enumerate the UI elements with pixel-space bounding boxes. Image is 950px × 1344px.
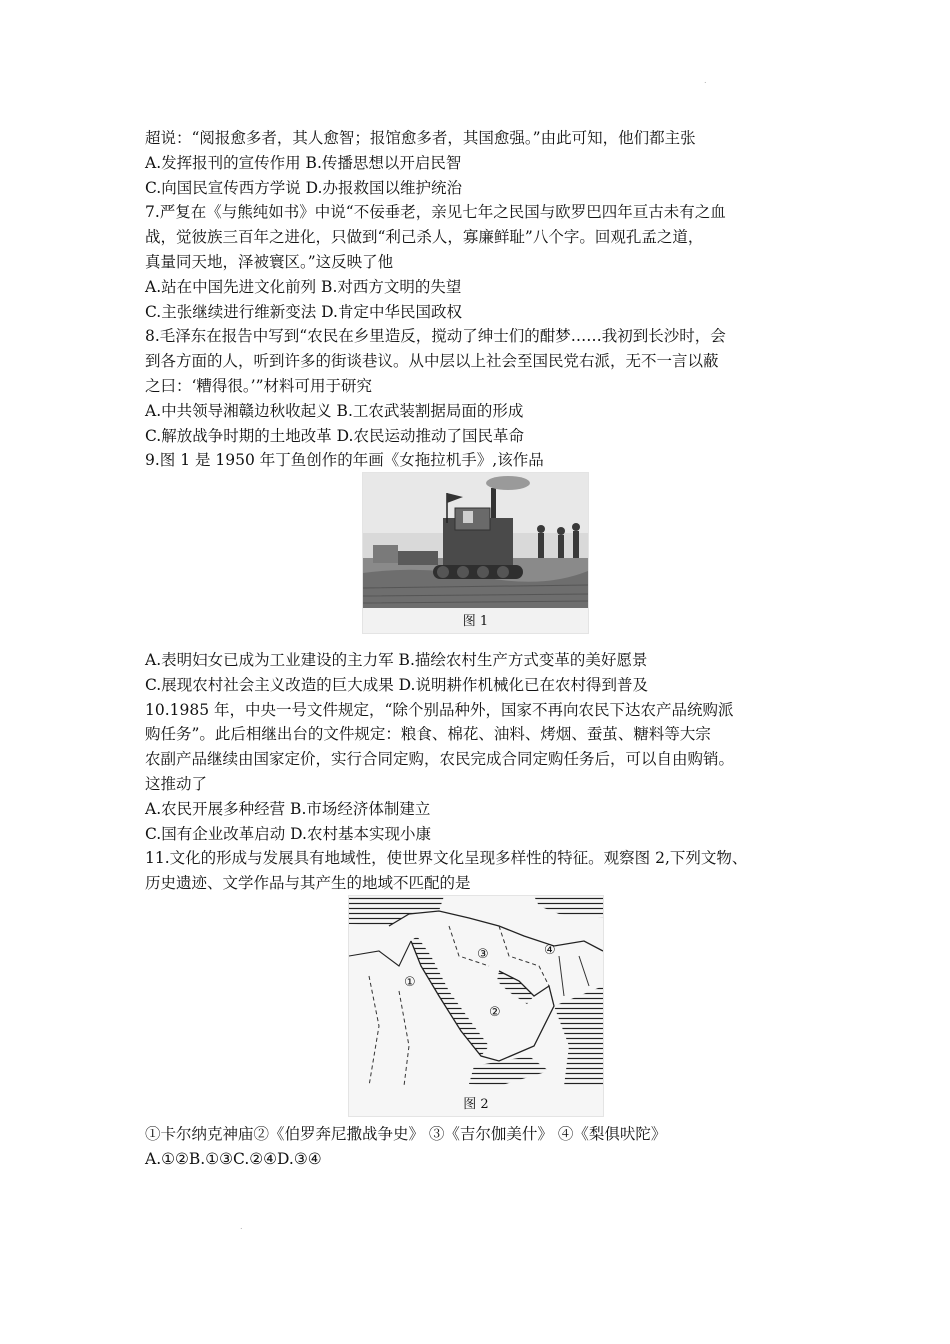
text-line: 真量同天地，泽被寰区。”这反映了他 [145, 252, 394, 271]
map-marker-4: ④ [544, 943, 556, 958]
question-9: 9.图 1 是 1950 年丁鱼创作的年画《女拖拉机手》,该作品 [145, 451, 544, 470]
text-line: 之曰：‘糟得很。’”材料可用于研究 [145, 376, 373, 395]
text-line: 这推动了 [145, 774, 208, 793]
figure-2-caption: 图 2 [463, 1097, 489, 1112]
answer-options: A.表明妇女已成为工业建设的主力军 B.描绘农村生产方式变革的美好愿景 [145, 651, 648, 669]
map-marker-3: ③ [477, 947, 489, 962]
question-block-bottom [145, 1122, 825, 1172]
answer-options: A.①②B.①③C.②④D.③④ [145, 1149, 322, 1168]
text-line: 超说：“阅报愈多者，其人愈智；报馆愈多者，其国愈强。”由此可知，他们都主张 [145, 129, 696, 147]
answer-options: C.主张继续进行维新变法 D.肯定中华民国政权 [145, 302, 462, 321]
question-block-mid [145, 648, 825, 896]
answer-options: C.国有企业改革启动 D.农村基本实现小康 [145, 824, 431, 843]
answer-options: A.农民开展多种经营 B.市场经济体制建立 [145, 799, 431, 818]
scan-speck: . [704, 76, 707, 85]
answer-options: A.发挥报刊的宣传作用 B.传播思想以开启民智 [145, 153, 462, 172]
answer-options: C.展现农村社会主义改造的巨大成果 D.说明耕作机械化已在农村得到普及 [145, 675, 648, 694]
answer-options: A.中共领导湘赣边秋收起义 B.工农武装割据局面的形成 [145, 401, 524, 420]
text-line: 战，觉彼族三百年之进化，只做到“利己杀人，寡廉鲜耻”八个字。回观孔孟之道， [145, 228, 704, 247]
figure-2-map [348, 895, 604, 1117]
map-marker-1: ① [404, 975, 416, 990]
figure-1-caption: 图 1 [462, 614, 489, 629]
answer-options: C.向国民宣传西方学说 D.办报救国以维护统治 [145, 178, 462, 197]
text-line: 农副产品继续由国家定价，实行合同定购，农民完成合同定购任务后，可以自由购销。 [145, 750, 735, 769]
text-line: 历史遗迹、文学作品与其产生的地域不匹配的是 [145, 874, 471, 893]
question-8: 8.毛泽东在报告中写到“农民在乡里造反，搅动了绅士们的酣梦……我初到长沙时，会 [145, 327, 726, 346]
answer-options: A.站在中国先进文化前列 B.对西方文明的失望 [145, 277, 462, 296]
text-line: 购任务”。此后相继出台的文件规定：粮食、棉花、油料、烤烟、蚕茧、糖料等大宗 [145, 725, 711, 744]
map-marker-2: ② [489, 1005, 501, 1020]
question-7: 7.严复在《与熊纯如书》中说“不佞垂老，亲见七年之民国与欧罗巴四年亘古未有之血 [145, 203, 726, 222]
tractor-image [363, 473, 588, 608]
answer-options: C.解放战争时期的土地改革 D.农民运动推动了国民革命 [145, 426, 524, 445]
map-image [349, 896, 603, 1091]
question-11: 11.文化的形成与发展具有地域性，使世界文化呈现多样性的特征。观察图 2,下列文物、 [145, 849, 748, 868]
scan-speck: . [240, 1222, 243, 1231]
figure-1-tractor-painting [362, 472, 589, 634]
question-10: 10.1985 年，中央一号文件规定，“除个别品种外，国家不再向农民下达农产品统购派 [145, 700, 734, 719]
item-list: ①卡尔纳克神庙②《伯罗奔尼撒战争史》 ③《吉尔伽美什》 ④《梨俱吠陀》 [145, 1125, 667, 1143]
text-line: 到各方面的人，听到许多的街谈巷议。从中层以上社会至国民党右派，无不一言以蔽 [145, 352, 719, 371]
question-block-top [145, 126, 825, 473]
